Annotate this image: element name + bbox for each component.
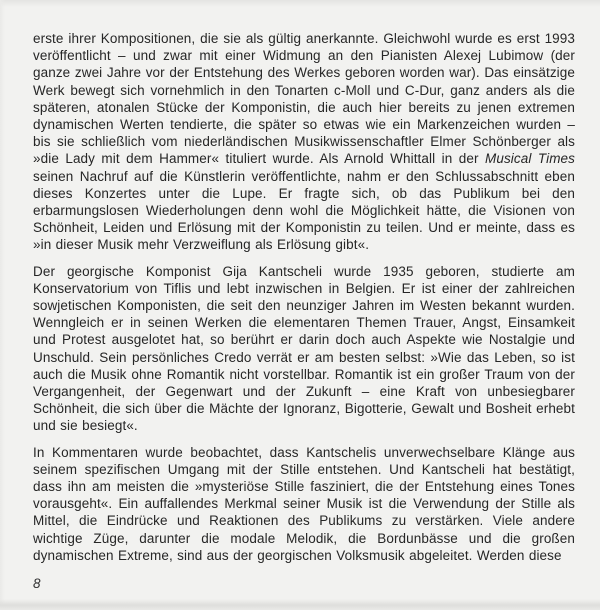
text-block [33, 30, 575, 573]
paragraph-1 [33, 30, 575, 254]
page-edge-left [0, 0, 5, 610]
page-edge-top [0, 0, 600, 7]
paragraph-2 [33, 263, 575, 435]
paragraph-1-text: erste ihrer Kompositionen, die sie als gültig anerkannte. Gleichwohl wurde es erst 1993 veröffentlicht – und zwar mit einer Widmung an den Pianisten Alexej Lubimow (der ganze zwei Jahre vor der Entstehung des Werkes geboren worden war). Das einsätzige Werk bewegt sich vornehmlich in den Tonarten c-Moll und C-Dur, ganz anders als die späteren, atonalen Stücke der Komponistin, die auch hier bereits zu jenen extremen dynamischen Werten tendierte, die später so etwas wie ein Markenzeichen wurden – bis sie schließlich vom niederländischen Musikwissenschaftler Elmer Schönberger als »die Lady mit dem Hammer« tituliert wurde. Als Arnold Whittall in der [33, 31, 575, 167]
paragraph-3-text: In Kommentaren wurde beobachtet, dass Kantschelis unverwechselbare Klänge aus seinem spezifischen Umgang mit der Stille entstehen. Und Kantscheli hat bestätigt, dass ihn am meisten die »mysteriöse Stille fasziniert, die der Entstehung eines Tones vorausgeht«. Ein auffallendes Merkmal seiner Musik ist die Verwendung der Stille als Mittel, die Eindrücke und Reaktionen des Publikums zu verstärken. Viele andere wichtige Züge, darunter die modale Melodik, die Bordunbässe und die großen dynamischen Extreme, sind aus der georgischen Volksmusik abgeleitet. Werden diese [33, 444, 575, 563]
paragraph-2-text: Der georgische Komponist Gija Kantscheli wurde 1935 geboren, studierte am Konservatorium von Tiflis und lebt inzwischen in Belgien. Er ist einer der zahlreichen sowjetischen Komponisten, die seit den neunziger Jahren im Westen bekannt wurden. Wenngleich er in seinen Werken die elementaren Themen Trauer, Angst, Einsamkeit und Protest ausgelotet hat, so berührt er darin doch auch Aspekte wie Nostalgie und Unschuld. Sein persönliches Credo verrät er am besten selbst: »Wie das Leben, so ist auch die Musik ohne Romantik nicht vorstellbar. Romantik ist ein großer Traum von der Vergangenheit, der Gegenwart und der Zukunft – eine Kraft von unbesiegbarer Schönheit, die sich über die Mächte der Ignoranz, Bigotterie, Gewalt und Bosheit erhebt und sie besiegt«. [33, 263, 575, 434]
page-edge-bottom [0, 599, 600, 610]
page-number: 8 [33, 576, 41, 591]
paragraph-1-text-continued: seinen Nachruf auf die Künstlerin veröffentlichte, nahm er den Schlussabschnitt eben dieses Konzertes unter die Lupe. Er fragte sich, ob das Publikum bei den erbarmungslosen Wiederholungen denn wohl die Möglichkeit hätte, die Visionen von Schönheit, Leiden und Erlösung mit der Komponistin zu teilen. Und er meinte, dass es »in dieser Musik mehr Verzweiflung als Erlösung gibt«. [33, 168, 575, 253]
journal-title-musical-times: Musical Times [484, 151, 575, 167]
paragraph-3 [33, 444, 575, 564]
